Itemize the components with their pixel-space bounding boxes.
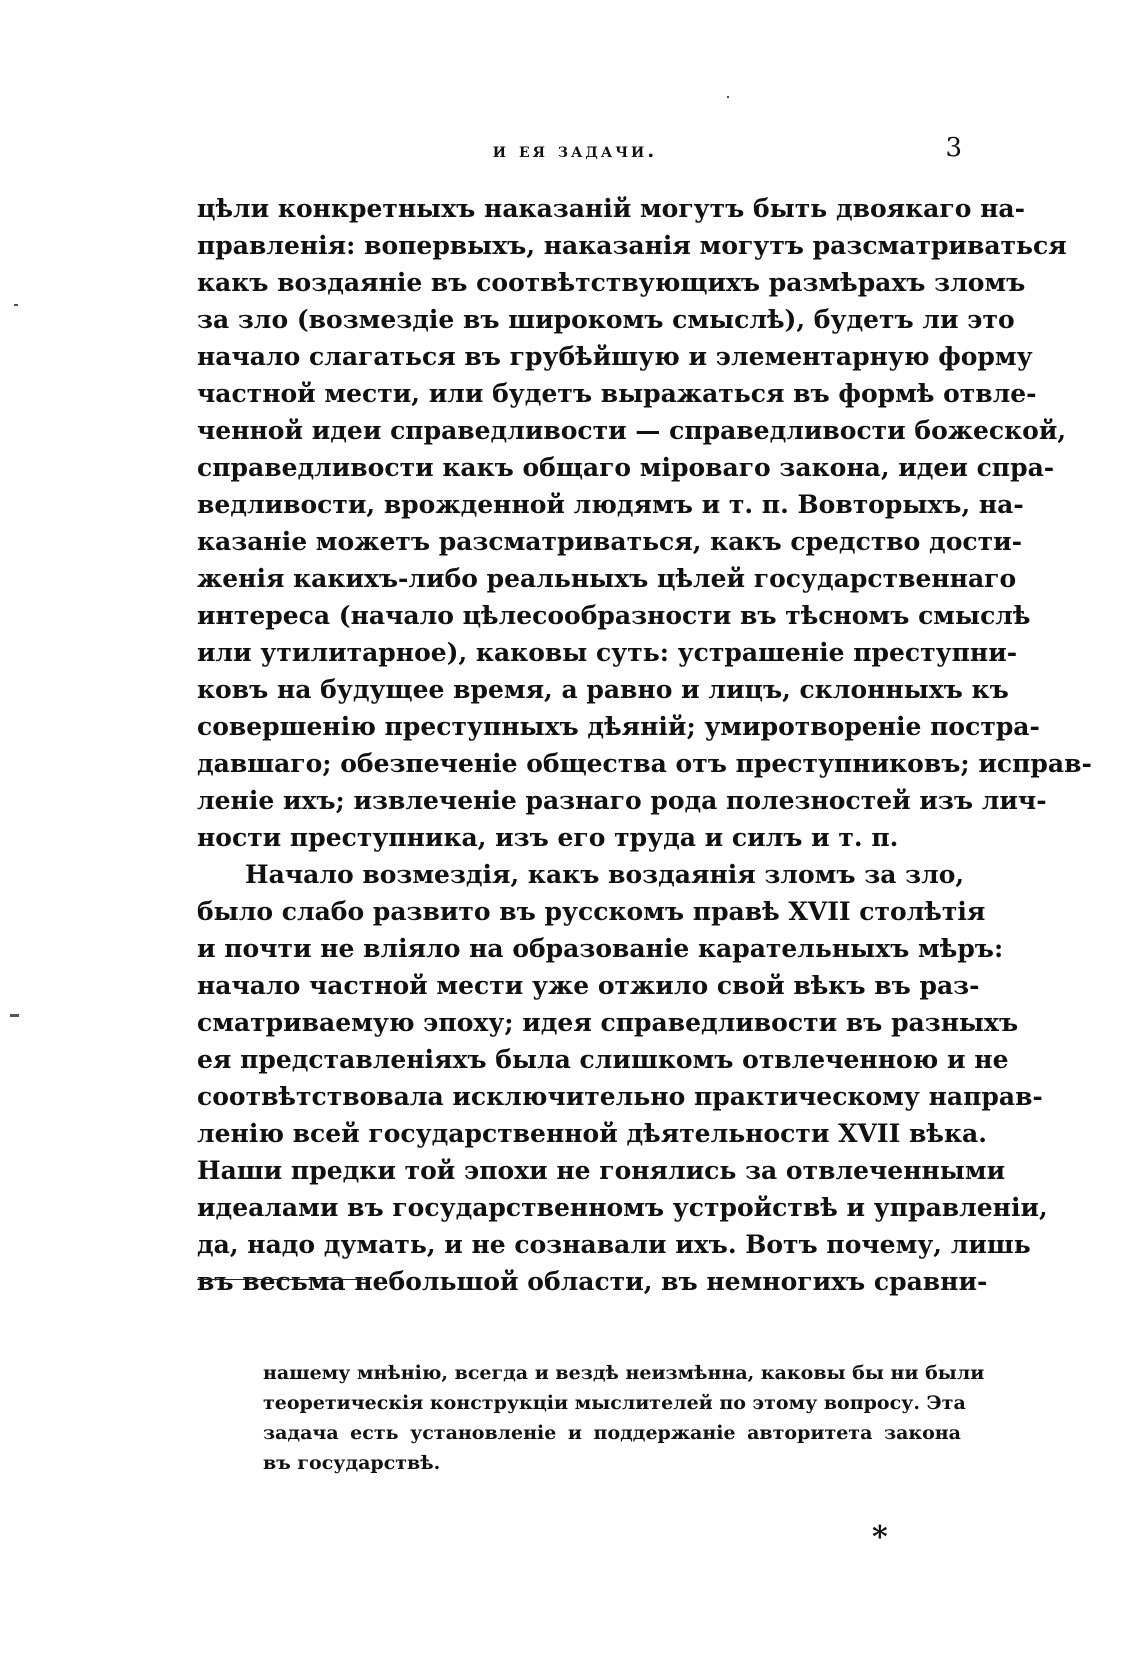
text-line: идеалами въ государственномъ устройствѣ и управленіи, [197, 1193, 1048, 1222]
text-line: или утилитарное), каковы суть: устрашеніе преступни- [197, 638, 1018, 667]
footnote-line: задача есть установленіе и поддержаніе авторитета закона [263, 1422, 961, 1444]
text-line: справедливости какъ общаго міроваго закона, идеи спра- [197, 453, 1055, 482]
scan-speck [14, 304, 18, 306]
footnote-divider [197, 1279, 369, 1280]
text-line: ковъ на будущее время, а равно и лицъ, склонныхъ къ [197, 675, 1009, 704]
text-line: за зло (возмездіе въ широкомъ смыслѣ), будетъ ли это [197, 305, 1015, 334]
text-line: соотвѣтствовала исключительно практическому направ- [197, 1082, 1043, 1111]
text-line: женія какихъ-либо реальныхъ цѣлей государственнаго [197, 564, 1017, 593]
text-line: и почти не вліяло на образованіе карательныхъ мѣръ: [197, 934, 1004, 963]
text-line: было слабо развито въ русскомъ правѣ XVII столѣтія [197, 897, 986, 926]
footnote-line: теоретическія конструкціи мыслителей по этому вопросу. Эта [263, 1392, 966, 1414]
paragraph [197, 190, 1092, 856]
footnote [263, 1358, 985, 1478]
text-line: ведливости, врожденной людямъ и т. п. Вовторыхъ, на- [197, 490, 1024, 519]
text-line: ности преступника, изъ его труда и силъ и т. п. [197, 823, 899, 852]
footnote-line: нашему мнѣнію, всегда и вездѣ неизмѣнна, каковы бы ни были [263, 1362, 985, 1384]
text-line: казаніе можетъ разсматриваться, какъ средство дости- [197, 527, 1023, 556]
text-line: частной мести, или будетъ выражаться въ формѣ отвле- [197, 379, 1037, 408]
text-line: въ весьма небольшой области, въ немногихъ сравни- [197, 1267, 988, 1296]
body-text [197, 190, 1092, 1300]
text-line: начало частной мести уже отжило свой вѣкъ въ раз- [197, 971, 980, 1000]
text-line: ченной идеи справедливости — справедливости божеской, [197, 416, 1067, 445]
text-line: ленію всей государственной дѣятельности XVII вѣка. [197, 1119, 987, 1148]
text-line: правленія: вопервыхъ, наказанія могутъ разсматриваться [197, 231, 1067, 260]
text-line: Начало возмездія, какъ воздаянія зломъ за зло, [245, 860, 965, 889]
text-line: да, надо думать, и не сознавали ихъ. Вотъ почему, лишь [197, 1230, 1031, 1259]
text-line: цѣли конкретныхъ наказаній могутъ быть двоякаго на- [197, 194, 1025, 223]
text-line: Наши предки той эпохи не гонялись за отвлеченными [197, 1156, 1006, 1185]
page-number: 3 [945, 133, 962, 163]
footnote-line: въ государствѣ. [263, 1452, 441, 1474]
text-line: сматриваемую эпоху; идея справедливости въ разныхъ [197, 1008, 1019, 1037]
text-line: интереса (начало цѣлесообразности въ тѣсномъ смыслѣ [197, 601, 1031, 630]
text-line: леніе ихъ; извлеченіе разнаго рода полезностей изъ лич- [197, 786, 1047, 815]
text-line: начало слагаться въ грубѣйшую и элементарную форму [197, 342, 1033, 371]
text-line: какъ воздаяніе въ соотвѣтствующихъ размѣрахъ зломъ [197, 268, 1026, 297]
paragraph [197, 856, 1048, 1300]
text-line: ея представленіяхъ была слишкомъ отвлеченною и не [197, 1045, 1009, 1074]
text-line: совершенію преступныхъ дѣяній; умиротвореніе постра- [197, 712, 1040, 741]
signature-mark: * [872, 1520, 888, 1555]
text-line: давшаго; обезпеченіе общества отъ преступниковъ; исправ- [197, 749, 1092, 778]
scan-speck [10, 1014, 19, 1017]
scan-speck [727, 96, 729, 98]
running-title: и ея задачи. [492, 138, 658, 162]
